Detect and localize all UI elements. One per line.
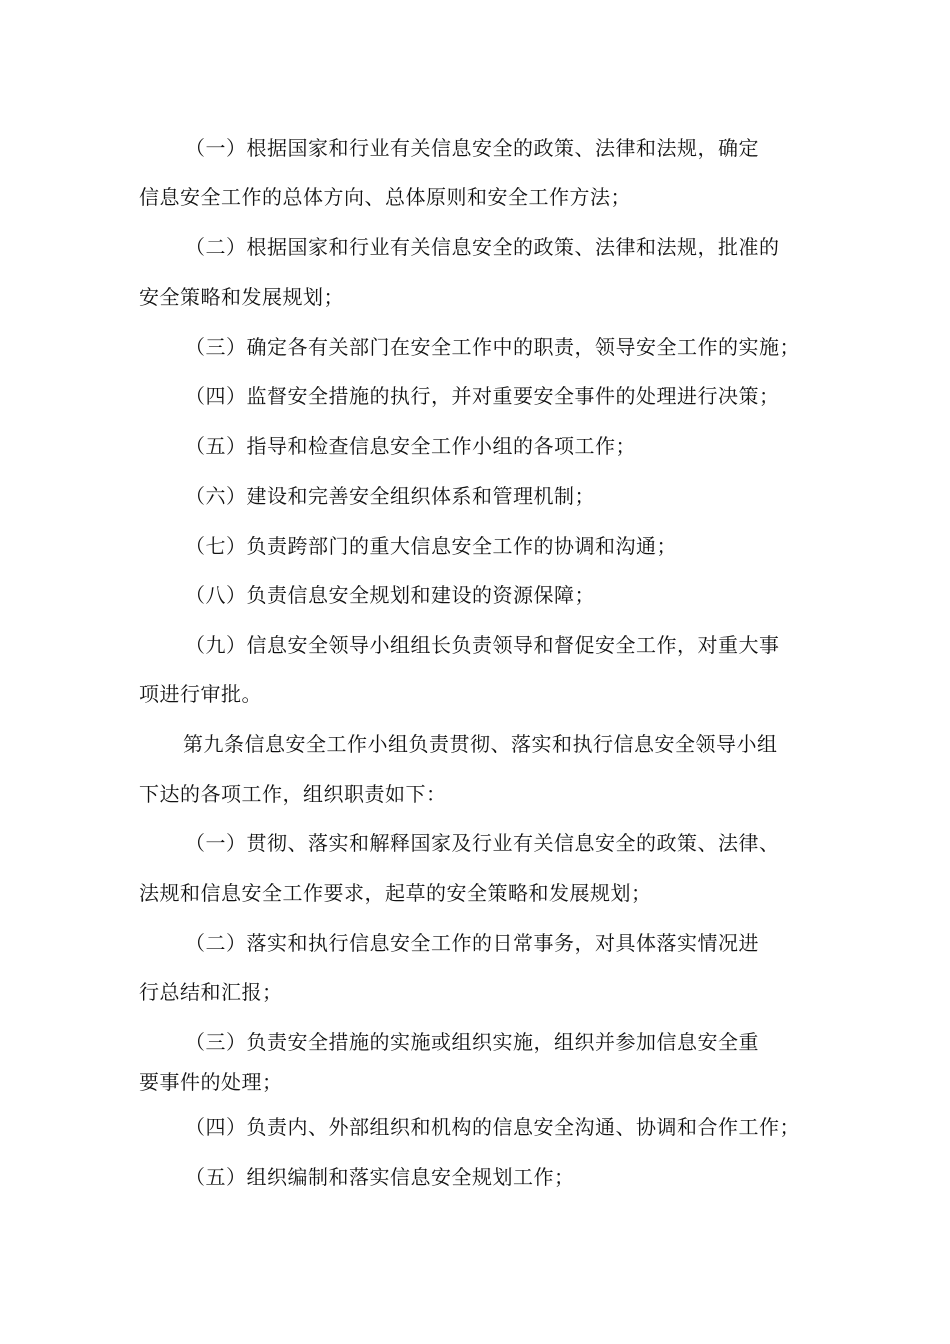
text-line: （五）指导和检查信息安全工作小组的各项工作； — [185, 434, 636, 458]
text-line: （二）落实和执行信息安全工作的日常事务，对具体落实情况进 — [185, 931, 759, 955]
text-line: （六）建设和完善安全组织体系和管理机制； — [185, 484, 595, 508]
text-line: （四）负责内、外部组织和机构的信息安全沟通、协调和合作工作； — [185, 1115, 800, 1139]
text-line: 下达的各项工作，组织职责如下： — [139, 782, 447, 806]
text-line: 信息安全工作的总体方向、总体原则和安全工作方法； — [139, 185, 631, 209]
text-line: （一）根据国家和行业有关信息安全的政策、法律和法规，确定 — [185, 136, 759, 160]
text-line: （三）负责安全措施的实施或组织实施，组织并参加信息安全重 — [185, 1030, 759, 1054]
text-line: 要事件的处理； — [139, 1070, 283, 1094]
text-line: 行总结和汇报； — [139, 980, 283, 1004]
text-line: （九）信息安全领导小组组长负责领导和督促安全工作，对重大事 — [185, 633, 780, 657]
text-line: （三）确定各有关部门在安全工作中的职责，领导安全工作的实施； — [185, 335, 800, 359]
text-line: （八）负责信息安全规划和建设的资源保障； — [185, 583, 595, 607]
text-line: 项进行审批。 — [139, 682, 262, 706]
text-line: （二）根据国家和行业有关信息安全的政策、法律和法规，批准的 — [185, 235, 780, 259]
article-heading-line: 第九条信息安全工作小组负责贯彻、落实和执行信息安全领导小组 — [183, 732, 778, 756]
text-line: （一）贯彻、落实和解释国家及行业有关信息安全的政策、法律、 — [185, 831, 780, 855]
text-line: （四）监督安全措施的执行，并对重要安全事件的处理进行决策； — [185, 384, 780, 408]
text-line: （五）组织编制和落实信息安全规划工作； — [185, 1165, 575, 1189]
text-line: 法规和信息安全工作要求，起草的安全策略和发展规划； — [139, 881, 652, 905]
text-line: 安全策略和发展规划； — [139, 285, 344, 309]
text-line: （七）负责跨部门的重大信息安全工作的协调和沟通； — [185, 534, 677, 558]
